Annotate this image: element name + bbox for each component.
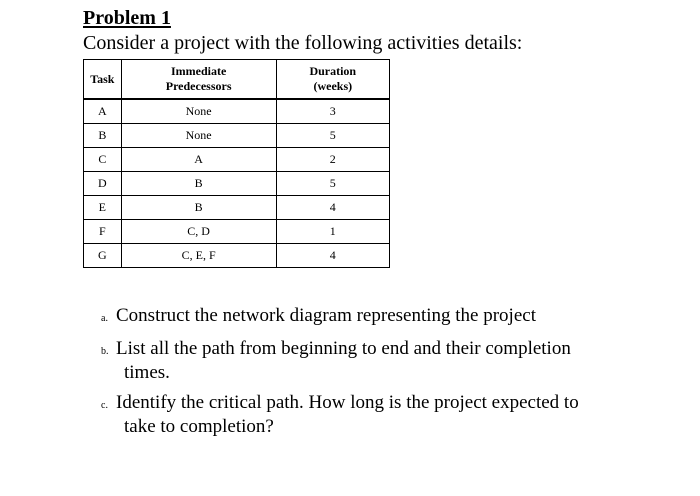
question-marker: b. [101,346,109,357]
problem-title: Problem 1 [83,7,171,29]
cell-task: C [84,148,122,172]
table-header-row [84,60,390,100]
table-row [84,148,390,172]
header-task: Task [84,60,122,100]
cell-task: A [84,99,122,124]
question-line-continued: times. [124,362,170,383]
cell-predecessors: C, D [121,220,276,244]
table-row [84,99,390,124]
question-b [101,337,661,385]
question-line: List all the path from beginning to end and their completion [116,338,571,359]
question-text [116,337,661,385]
cell-predecessors: B [121,196,276,220]
cell-duration: 3 [276,99,389,124]
table-row [84,220,390,244]
cell-task: F [84,220,122,244]
cell-predecessors: A [121,148,276,172]
header-predecessors: Immediate Predecessors [121,60,276,100]
header-duration: Duration (weeks) [276,60,389,100]
cell-duration: 4 [276,196,389,220]
cell-task: B [84,124,122,148]
cell-task: D [84,172,122,196]
question-line: Identify the critical path. How long is the project expected to [116,392,579,413]
problem-intro: Consider a project with the following activities details: [83,32,523,54]
cell-duration: 5 [276,172,389,196]
cell-duration: 4 [276,244,389,268]
table-row [84,172,390,196]
table-row [84,196,390,220]
question-marker: a. [101,313,108,324]
cell-predecessors: None [121,99,276,124]
cell-task: G [84,244,122,268]
question-a [101,304,661,331]
activities-table [83,59,390,268]
question-text [116,304,661,328]
cell-predecessors: B [121,172,276,196]
cell-duration: 5 [276,124,389,148]
question-line-continued: take to completion? [124,416,274,437]
question-list [101,304,661,445]
question-marker: c. [101,400,108,411]
cell-predecessors: None [121,124,276,148]
table-row [84,244,390,268]
cell-task: E [84,196,122,220]
table-row [84,124,390,148]
question-line: Construct the network diagram representing the project [116,305,536,326]
question-text [116,391,661,439]
cell-duration: 1 [276,220,389,244]
question-c [101,391,661,439]
cell-duration: 2 [276,148,389,172]
cell-predecessors: C, E, F [121,244,276,268]
